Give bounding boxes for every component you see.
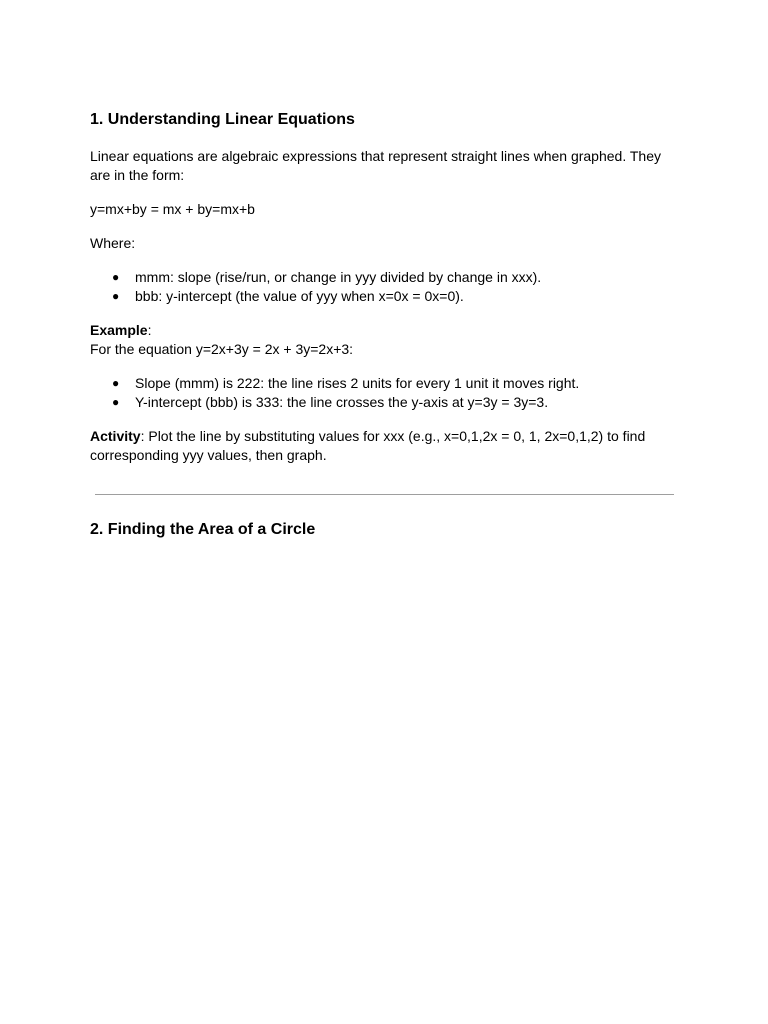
list-item [90, 393, 682, 412]
bullet-icon: ● [112, 270, 120, 284]
list-item [90, 374, 682, 393]
section-2-title: 2. Finding the Area of a Circle [90, 521, 316, 538]
example-colon: : [147, 322, 152, 338]
example-text: For the equation y=2x+3y = 2x + 3y=2x+3: [90, 341, 354, 357]
example-slope: Slope (mmm) is 222: the line rises 2 units for every 1 unit it moves right. [135, 375, 580, 391]
definition-intercept: bbb: y-intercept (the value of yyy when x=0x = 0x=0). [135, 288, 464, 304]
bullet-icon: ● [112, 376, 120, 390]
example-heading [90, 321, 682, 340]
intro-paragraph: Linear equations are algebraic expressions that represent straight lines when graphed. They are in the form: [90, 148, 661, 183]
example-list [90, 374, 682, 412]
horizontal-divider [95, 494, 674, 495]
example-label: Example [90, 322, 148, 338]
activity-label: Activity [90, 428, 141, 444]
activity-text: : Plot the line by substituting values for xxx (e.g., x=0,1,2x = 0, 1, 2x=0,1,2) to find corresponding yyy values, then graph. [90, 428, 646, 463]
example-intercept: Y-intercept (bbb) is 333: the line crosses the y-axis at y=3y = 3y=3. [135, 394, 549, 410]
list-item [90, 287, 682, 306]
list-item [90, 268, 682, 287]
section-linear-equations [90, 110, 682, 465]
where-label: Where: [90, 235, 136, 251]
activity-paragraph [90, 427, 682, 465]
definition-slope: mmm: slope (rise/run, or change in yyy divided by change in xxx). [135, 269, 542, 285]
bullet-icon: ● [112, 395, 120, 409]
section-1-title: 1. Understanding Linear Equations [90, 111, 355, 128]
bullet-icon: ● [112, 289, 120, 303]
formula-line: y=mx+by = mx + by=mx+b [90, 201, 255, 217]
definition-list [90, 268, 682, 306]
